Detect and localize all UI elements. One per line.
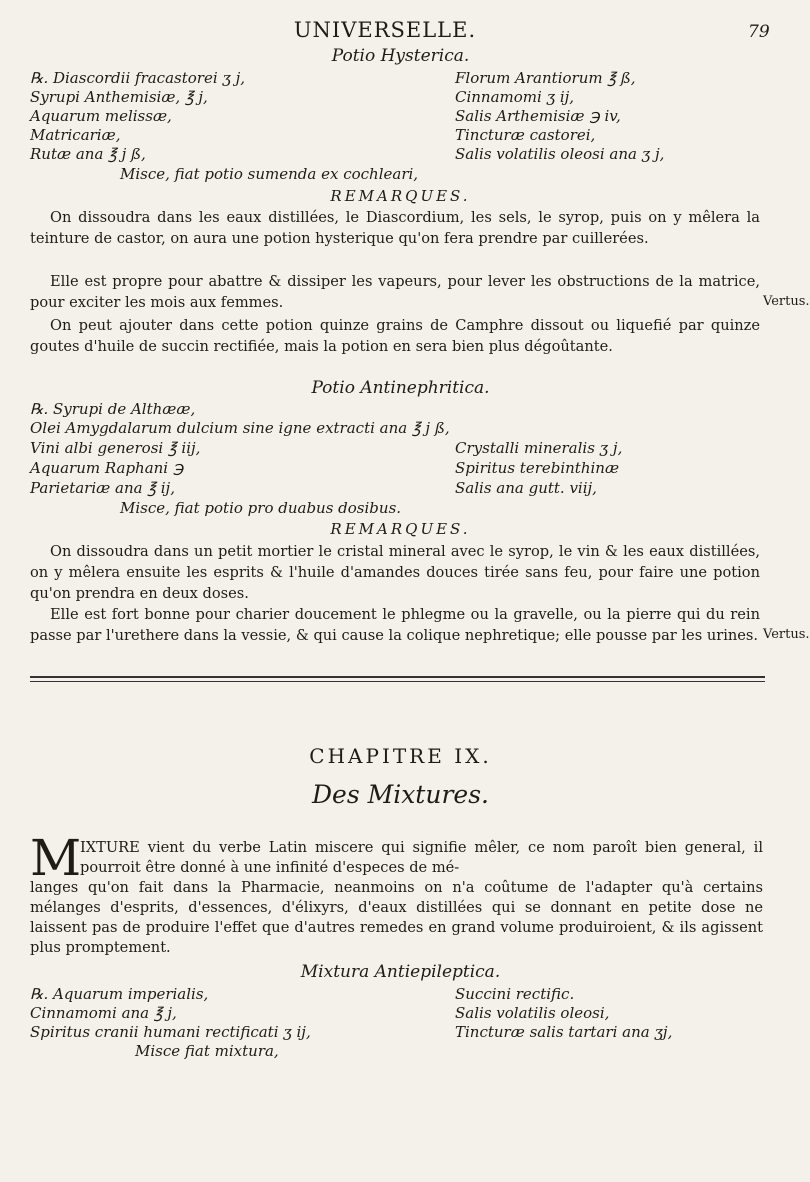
ingredient-line: Olei Amygdalarum dulcium sine igne extracti ana ℥ j ß, <box>30 419 450 437</box>
ingredient-right: Tincturæ salis tartari ana ʒj, <box>455 1023 673 1041</box>
chapter-first-lines: IXTURE vient du verbe Latin miscere qui signifie mêler, ce nom paroît bien general, il pourroit être donné à une infinité d'especes de mé- <box>80 839 763 876</box>
paragraph: On dissoudra dans un petit mortier le cristal mineral avec le syrop, le vin & les eaux distillées, on y mêlera ensuite les esprits & l'huile d'amandes douces tirée sans feu, pour faire une potion qu'on prendra en deux doses. <box>30 543 760 602</box>
ingredient-left: Syrupi Anthemisiæ, ℥ j, <box>30 88 208 106</box>
ingredient-left: Spiritus cranii humani rectificati ʒ ij, <box>30 1023 311 1041</box>
ingredient-right: Salis volatilis oleosi ana ʒ j, <box>455 145 665 163</box>
ingredient-right: Cinnamomi ʒ ij, <box>455 88 575 106</box>
ingredient-left: Aquarum melissæ, <box>30 107 172 125</box>
misce-line: Misce, fiat potio pro duabus dosibus. <box>120 499 402 517</box>
remarques-heading: REMARQUES. <box>330 187 471 205</box>
ingredient-left: Rutæ ana ℥ j ß, <box>30 145 146 163</box>
ingredient-left: ℞. Aquarum imperialis, <box>30 985 209 1003</box>
ingredient-left: Cinnamomi ana ℥ j, <box>30 1004 177 1022</box>
ingredient-left: ℞. Diascordii fracastorei ʒ j, <box>30 69 246 87</box>
remarques-heading: REMARQUES. <box>330 520 471 538</box>
ingredient-right: Salis volatilis oleosi, <box>455 1004 610 1022</box>
misce-line: Misce fiat mixtura, <box>135 1042 279 1060</box>
paragraph: On peut ajouter dans cette potion quinze grains de Camphre dissout ou liquefié par quinze goutes d'huile de succin rectifiée, mais la potion en sera bien plus dégoûtante. <box>30 317 760 355</box>
page-number: 79 <box>748 22 770 42</box>
ingredient-left: Vini albi generosi ℥ iij, <box>30 439 201 457</box>
misce-line: Misce, fiat potio sumenda ex cochleari, <box>120 165 419 183</box>
ingredient-line: ℞. Syrupi de Althææ, <box>30 400 196 418</box>
drop-cap: M <box>30 829 82 887</box>
paragraph: Elle est propre pour abattre & dissiper les vapeurs, pour lever les obstructions de la matrice, pour exciter les mois aux femmes. <box>30 273 760 311</box>
ingredient-left: Parietariæ ana ℥ ij, <box>30 479 175 497</box>
paragraph: On dissoudra dans les eaux distillées, le Diascordium, les sels, le syrop, puis on y mêlera la teinture de castor, on aura une potion hysterique qu'on fera prendre par cuillerées. <box>30 209 760 247</box>
running-title: UNIVERSELLE. <box>293 18 477 42</box>
recipe-title-antinephritica: Potio Antinephritica. <box>311 378 490 398</box>
recipe-title-hysterica: Potio Hysterica. <box>331 46 470 66</box>
ingredient-right: Tincturæ castorei, <box>455 126 596 144</box>
margin-note: Vertus. <box>763 627 810 642</box>
ingredient-right: Salis ana gutt. viij, <box>455 479 597 497</box>
ingredient-left: Aquarum Raphani ℈ <box>30 459 184 477</box>
recipe-title-mixtura: Mixtura Antiepileptica. <box>300 962 501 982</box>
ingredient-right: Crystalli mineralis ʒ j, <box>455 439 623 457</box>
ingredient-right: Salis Arthemisiæ ℈ iv, <box>455 107 621 125</box>
margin-note: Vertus. <box>763 294 810 309</box>
ingredient-right: Florum Arantiorum ℥ ß, <box>455 69 636 87</box>
ingredient-left: Matricariæ, <box>30 126 121 144</box>
ingredient-right: Spiritus terebinthinæ <box>455 459 620 477</box>
chapter-heading: CHAPITRE IX. <box>309 744 492 768</box>
chapter-paragraph: langes qu'on fait dans la Pharmacie, neanmoins on n'a coûtume de l'adapter qu'à certains mélanges d'esprits, d'essences, d'élixyrs, d'eaux distillées qui se donnant en petite dose ne laissent pas de produire l'effet que d'autres remedes en grand volume produiroient, & ils agissent plus promptement. <box>30 879 763 956</box>
chapter-rule-thin <box>30 681 765 682</box>
ingredient-right: Succini rectific. <box>455 985 575 1003</box>
paragraph: Elle est fort bonne pour charier doucement le phlegme ou la gravelle, ou la pierre qui du rein passe par l'urethere dans la vessie, & qui cause la colique nephretique; elle pousse par les urines. <box>30 606 760 644</box>
chapter-rule <box>30 676 765 678</box>
chapter-subtitle: Des Mixtures. <box>312 780 489 809</box>
